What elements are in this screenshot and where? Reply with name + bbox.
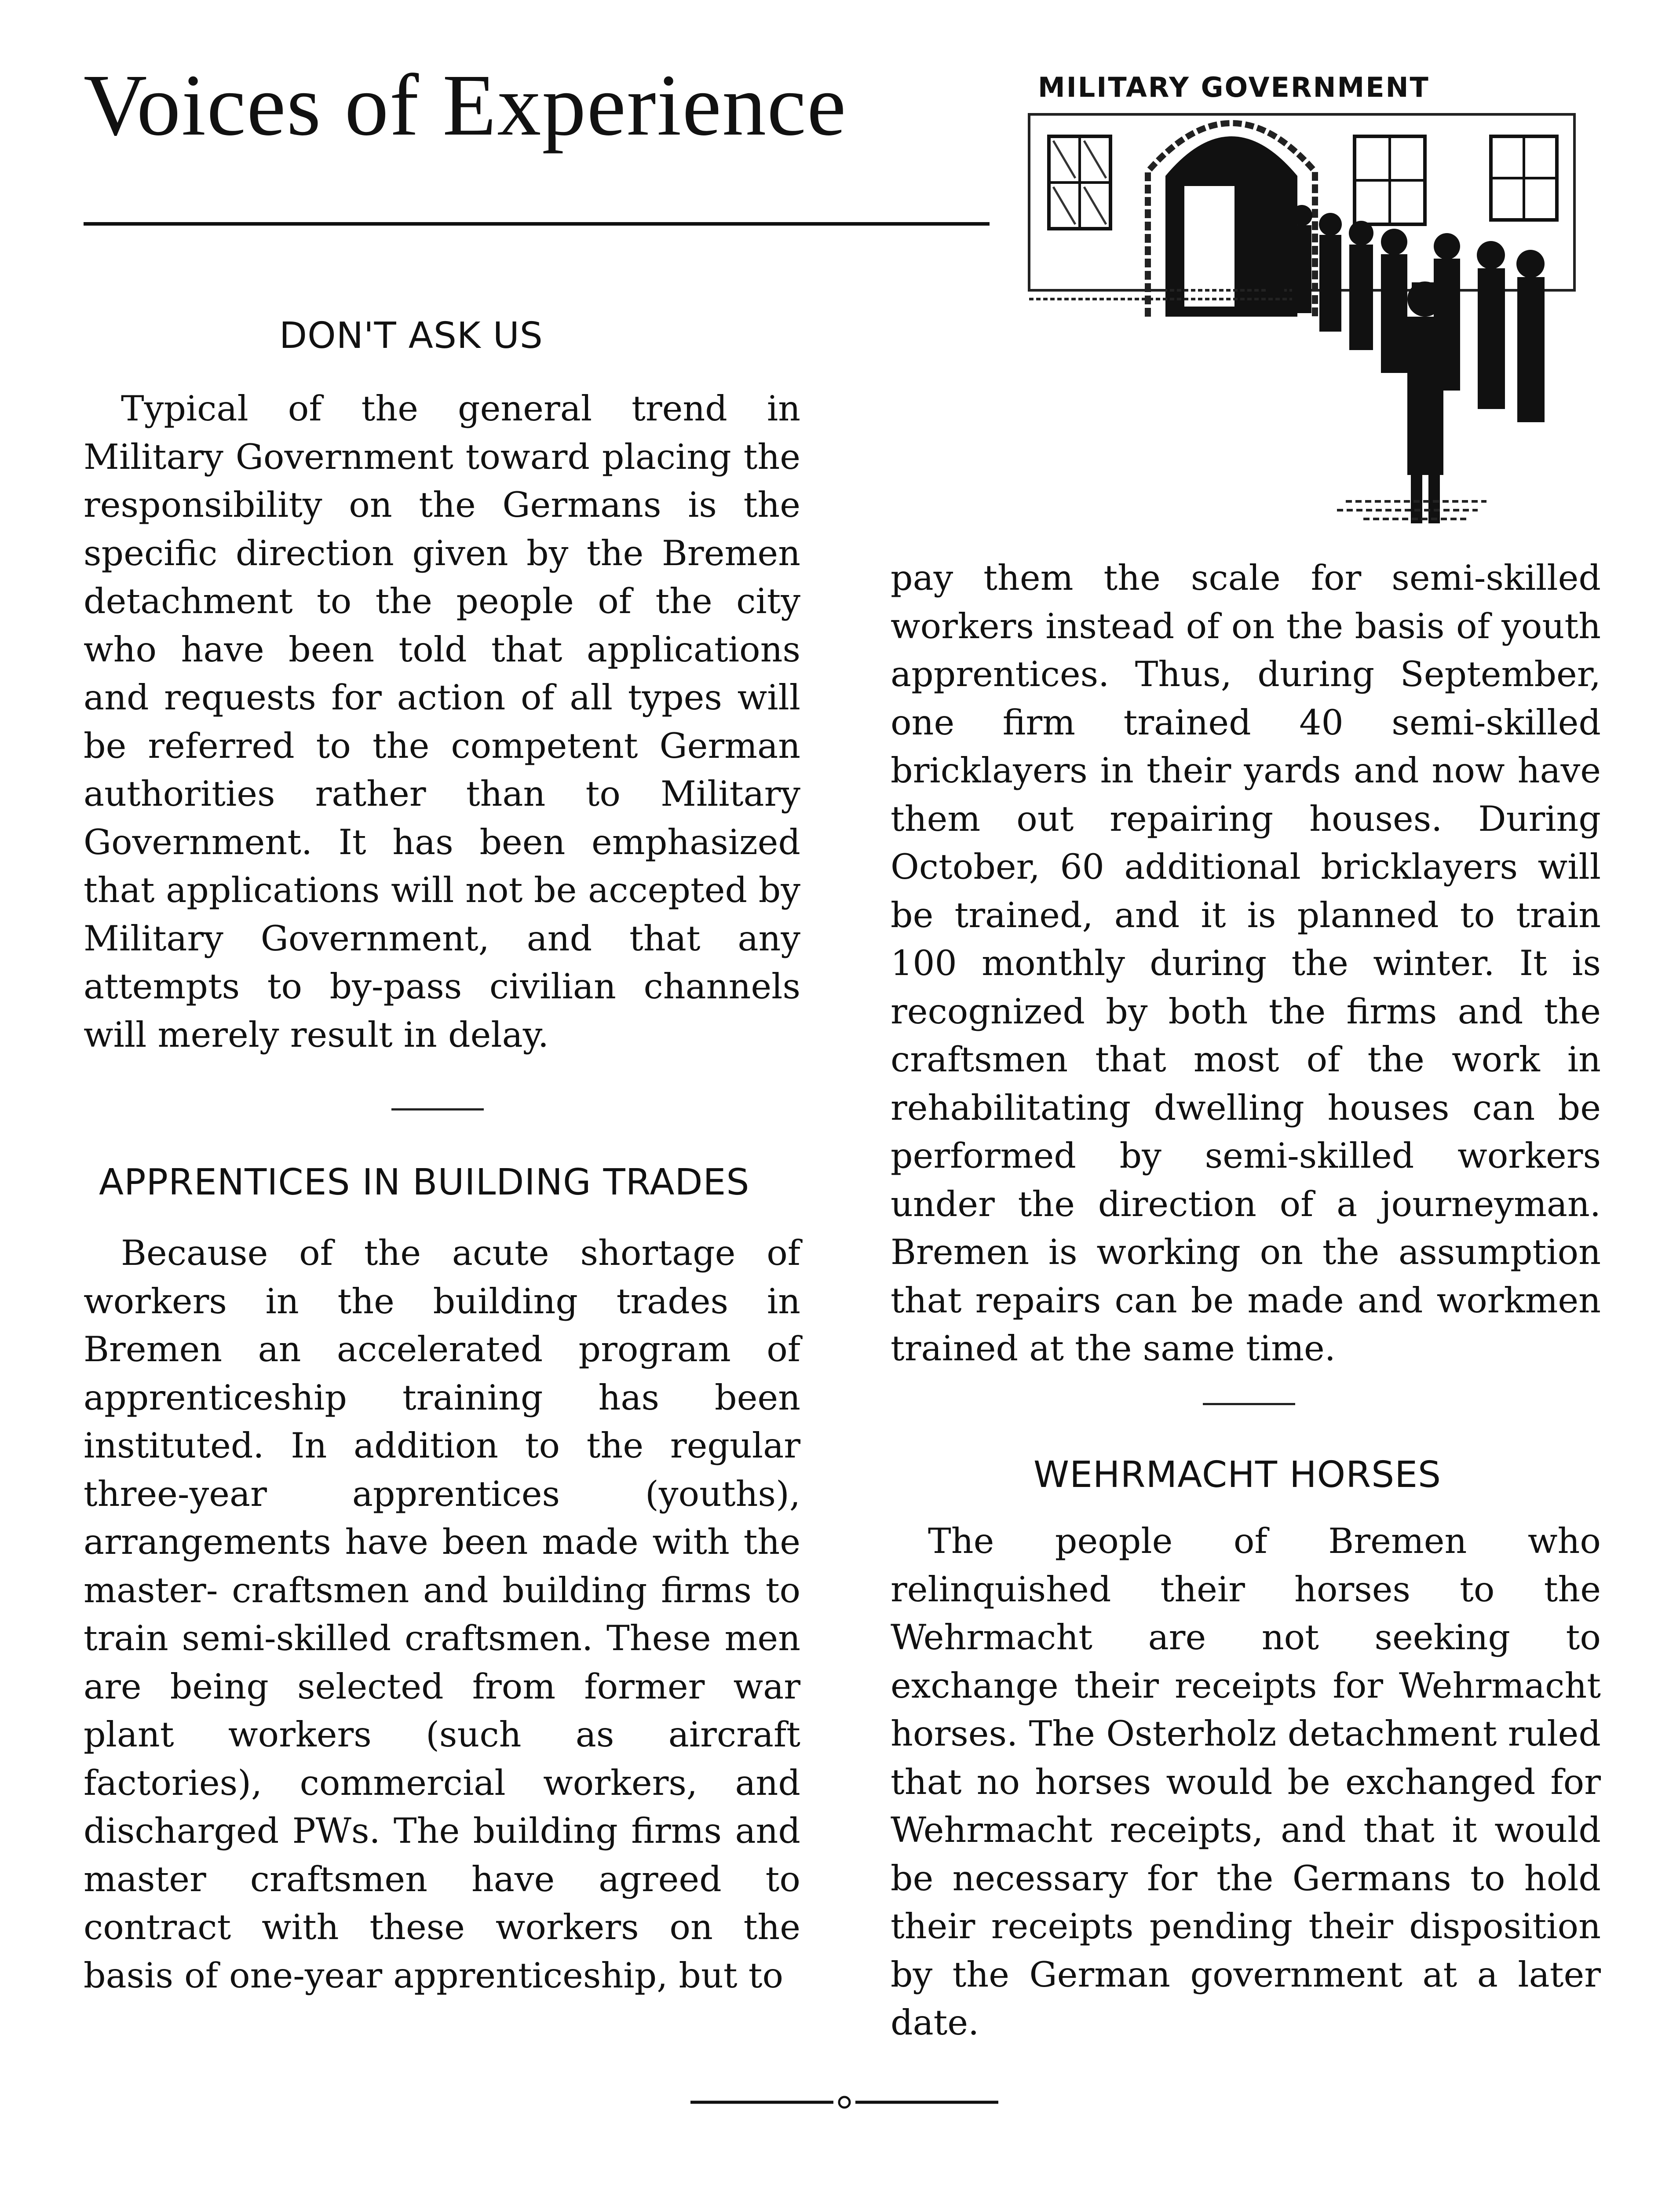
paragraph-apprentices: Because of the acute shortage of workers in the building trades in Bremen an accelerated program of apprenticeship training has been instituted. In addition to the regular three-year apprentices (youths), arrangements have been made with the master- craftsmen and building firms to train semi-skilled craftsmen. These men are being selected from former war plant workers (such as aircraft factories), commercial workers, and discharged PWs. The building firms and master craftsmen have agreed to contract with these workers on the basis of one-year apprenticeship, but to (84, 1233, 800, 1996)
section-divider (1203, 1403, 1295, 1405)
sign-text: MILITARY GOVERNMENT (1038, 71, 1430, 103)
paragraph-dont-ask-us: Typical of the general trend in Military Government toward placing the responsibility on the Germans is the specific direction given by the Bremen detachment to the people of the city who have been told that applications and requests for action of all types will be referred to the competent German authorities rather than to Military Government. It has been emphasized that applications will not be accepted by Military Government, and that any attempts to by-pass civilian channels will merely result in delay. (84, 388, 800, 1055)
page-title: Voices of Experience (84, 57, 847, 154)
military-government-illustration (1003, 9, 1605, 532)
queue-at-building-icon (1003, 9, 1605, 532)
section-heading-dont-ask-us: DON'T ASK US (279, 315, 543, 357)
section-divider (391, 1108, 484, 1110)
section-heading-apprentices: APPRENTICES IN BUILDING TRADES (99, 1162, 750, 1203)
section-heading-wehrmacht-horses: WEHRMACHT HORSES (1034, 1454, 1442, 1496)
masthead-rule (84, 222, 990, 226)
paragraph-wehrmacht-horses: The people of Bremen who relinquished their horses to the Wehrmacht are not seeking to exchange their receipts for Wehrmacht horses. The Osterholz detachment ruled that no horses would be exchanged for Wehrmacht receipts, and that it would be necessary for the Germans to hold their receipts pending their disposition by the German government at a later date. (891, 1521, 1601, 2043)
paragraph-apprentices-continued: pay them the scale for semi-skilled workers instead of on the basis of youth apprentices. Thus, during September, one firm trained 40 semi-skilled bricklayers in their yards and now have them out repairing houses. During October, 60 additional bricklayers will be trained, and it is planned to train 100 monthly during the winter. It is recognized by both the firms and the craftsmen that most of the work in rehabilitating dwelling houses can be performed by semi-skilled workers under the direction of a journeyman. Bremen is working on the assumption that repairs can be made and workmen trained at the same time. (891, 558, 1601, 1369)
end-ornament (690, 2093, 998, 2111)
